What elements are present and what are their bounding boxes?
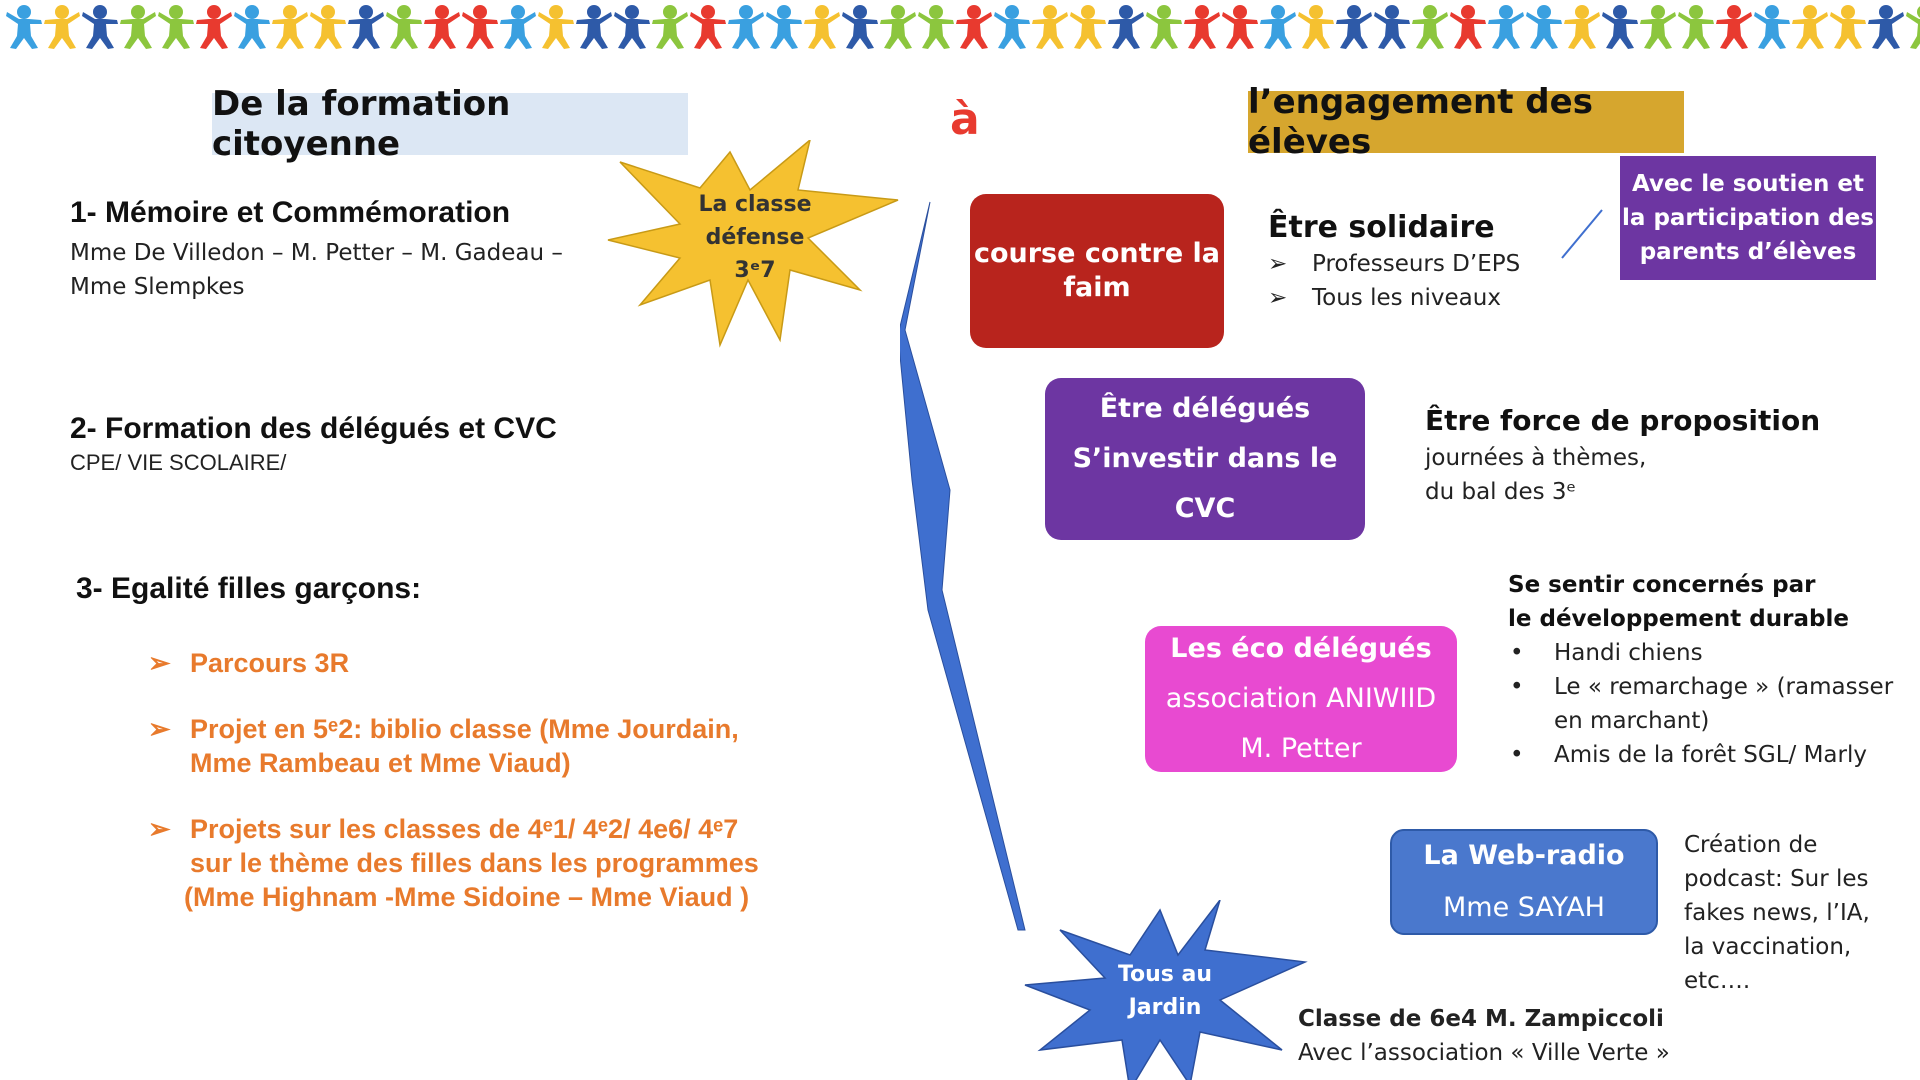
child-figure-icon bbox=[880, 5, 916, 49]
list-item-text: Amis de la forêt SGL/ Marly bbox=[1554, 742, 1867, 768]
child-figure-icon bbox=[538, 5, 574, 49]
egalite-list bbox=[148, 646, 808, 946]
box-web-radio bbox=[1390, 829, 1658, 935]
child-figure-icon bbox=[1336, 5, 1372, 49]
child-figure-icon bbox=[1222, 5, 1258, 49]
box-title: La Web-radio bbox=[1423, 840, 1625, 871]
podcast-text bbox=[1684, 828, 1904, 998]
list-item-text: Handi chiens bbox=[1554, 640, 1703, 666]
egalite-item bbox=[148, 646, 808, 680]
child-figure-icon bbox=[728, 5, 764, 49]
child-figure-icon bbox=[310, 5, 346, 49]
box-course-contre-la-faim bbox=[970, 194, 1224, 348]
child-figure-icon bbox=[234, 5, 270, 49]
child-figure-icon bbox=[500, 5, 536, 49]
child-figure-icon bbox=[1868, 5, 1904, 49]
star-tous-au-jardin bbox=[1100, 958, 1230, 1024]
header-formation-citoyenne: De la formation citoyenne bbox=[212, 93, 688, 155]
child-figure-icon bbox=[690, 5, 726, 49]
star-line: Tous au bbox=[1117, 962, 1213, 987]
egalite-item-line: Mme Rambeau et Mme Viaud) bbox=[190, 748, 571, 778]
arrow-bullet-icon: ➢ bbox=[1268, 285, 1288, 311]
box-line: parents d’élèves bbox=[1639, 239, 1857, 265]
child-figure-icon bbox=[1412, 5, 1448, 49]
child-figure-icon bbox=[842, 5, 878, 49]
section-memoire-line2: Mme Slempkes bbox=[70, 274, 245, 300]
box-line: M. Petter bbox=[1240, 733, 1362, 764]
box-line: Être délégués bbox=[1099, 393, 1311, 424]
egalite-item-line: (Mme Highnam -Mme Sidoine – Mme Viaud ) bbox=[184, 882, 750, 912]
child-figure-icon bbox=[1602, 5, 1638, 49]
list-item bbox=[1508, 670, 1908, 704]
child-figure-icon bbox=[1754, 5, 1790, 49]
child-figure-icon bbox=[1716, 5, 1752, 49]
star-line: défense bbox=[705, 225, 805, 250]
podcast-line: fakes news, l’IA, bbox=[1684, 900, 1870, 926]
egalite-item-line: Projets sur les classes de 4ᵉ1/ 4ᵉ2/ 4e6/ 4ᵉ7 bbox=[190, 814, 739, 844]
etre-solidaire bbox=[1268, 210, 1568, 315]
force-proposition-line: du bal des 3ᵉ bbox=[1425, 479, 1577, 505]
child-figure-icon bbox=[1070, 5, 1106, 49]
list-item-text: Professeurs D’EPS bbox=[1312, 251, 1521, 277]
child-figure-icon bbox=[158, 5, 194, 49]
arrow-bullet-icon: ➢ bbox=[148, 814, 171, 844]
child-figure-icon bbox=[1526, 5, 1562, 49]
child-figure-icon bbox=[576, 5, 612, 49]
box-line: course contre la bbox=[973, 238, 1221, 269]
child-figure-icon bbox=[918, 5, 954, 49]
child-figure-icon bbox=[804, 5, 840, 49]
jardin-line: Avec l’association « Ville Verte » bbox=[1298, 1040, 1670, 1066]
podcast-line: Création de bbox=[1684, 832, 1818, 858]
egalite-item-line: sur le thème des filles dans les programmes bbox=[190, 848, 759, 878]
star-classe-defense bbox=[680, 188, 830, 287]
box-line: faim bbox=[1063, 272, 1131, 303]
child-figure-icon bbox=[1906, 5, 1920, 49]
list-item bbox=[1508, 636, 1908, 670]
arrow-bullet-icon: ➢ bbox=[1268, 251, 1288, 277]
child-figure-icon bbox=[1032, 5, 1068, 49]
child-figure-icon bbox=[1260, 5, 1296, 49]
force-proposition-line: journées à thèmes, bbox=[1425, 445, 1647, 471]
box-line: Avec le soutien et bbox=[1631, 171, 1865, 197]
section-delegues-title: 2- Formation des délégués et CVC bbox=[70, 412, 557, 445]
box-line: la participation des bbox=[1622, 205, 1874, 231]
star-line: 3ᵉ7 bbox=[734, 258, 776, 283]
child-figure-icon bbox=[1450, 5, 1486, 49]
list-item bbox=[1508, 704, 1908, 738]
child-figure-icon bbox=[1488, 5, 1524, 49]
child-figure-icon bbox=[462, 5, 498, 49]
child-figure-icon bbox=[994, 5, 1030, 49]
child-figure-icon bbox=[196, 5, 232, 49]
arrow-bullet-icon: ➢ bbox=[148, 648, 171, 678]
bullet-dot-icon: • bbox=[1510, 640, 1524, 666]
developpement-durable-title: Se sentir concernés par bbox=[1508, 572, 1816, 598]
box-soutien-parents bbox=[1620, 156, 1876, 280]
developpement-durable bbox=[1508, 568, 1908, 772]
list-item-text: Le « remarchage » (ramasser bbox=[1554, 674, 1894, 700]
developpement-durable-list bbox=[1508, 636, 1908, 772]
star-line: Jardin bbox=[1128, 995, 1202, 1020]
force-proposition-title: Être force de proposition bbox=[1425, 404, 1821, 437]
child-figure-icon bbox=[1830, 5, 1866, 49]
child-figure-icon bbox=[120, 5, 156, 49]
podcast-line: etc…. bbox=[1684, 968, 1751, 994]
child-figure-icon bbox=[956, 5, 992, 49]
section-delegues-subtitle: CPE/ VIE SCOLAIRE/ bbox=[70, 450, 287, 475]
etre-solidaire-list bbox=[1268, 247, 1568, 315]
child-figure-icon bbox=[272, 5, 308, 49]
list-item bbox=[1268, 247, 1568, 281]
child-figure-icon bbox=[1678, 5, 1714, 49]
list-item-text: en marchant) bbox=[1554, 708, 1710, 734]
child-figure-icon bbox=[1640, 5, 1676, 49]
jardin-title: Classe de 6e4 M. Zampiccoli bbox=[1298, 1006, 1664, 1032]
connector-line bbox=[1560, 208, 1604, 260]
section-memoire bbox=[70, 196, 610, 304]
podcast-line: podcast: Sur les bbox=[1684, 866, 1869, 892]
list-item-text: Tous les niveaux bbox=[1312, 285, 1501, 311]
child-figure-icon bbox=[82, 5, 118, 49]
section-delegues bbox=[70, 412, 690, 476]
podcast-line: la vaccination, bbox=[1684, 934, 1852, 960]
box-etre-delegues bbox=[1045, 378, 1365, 540]
child-figure-icon bbox=[1374, 5, 1410, 49]
etre-solidaire-title: Être solidaire bbox=[1268, 210, 1495, 245]
child-figure-icon bbox=[1184, 5, 1220, 49]
egalite-item bbox=[148, 812, 808, 914]
egalite-item bbox=[148, 712, 808, 780]
section-egalite bbox=[76, 572, 716, 606]
box-line: association ANIWIID bbox=[1165, 683, 1437, 714]
list-item bbox=[1268, 281, 1568, 315]
jardin-text bbox=[1298, 1002, 1758, 1070]
egalite-item-line: Parcours 3R bbox=[190, 648, 350, 678]
section-memoire-title: 1- Mémoire et Commémoration bbox=[70, 196, 511, 229]
child-figure-icon bbox=[1564, 5, 1600, 49]
egalite-item-line: Projet en 5ᵉ2: biblio classe (Mme Jourdain, bbox=[190, 714, 739, 744]
child-figure-icon bbox=[652, 5, 688, 49]
list-item bbox=[1508, 738, 1908, 772]
section-memoire-line1: Mme De Villedon – M. Petter – M. Gadeau – bbox=[70, 240, 563, 266]
child-figure-icon bbox=[6, 5, 42, 49]
child-figure-icon bbox=[1792, 5, 1828, 49]
child-figure-icon bbox=[424, 5, 460, 49]
child-figure-icon bbox=[1108, 5, 1144, 49]
arrow-bullet-icon: ➢ bbox=[148, 714, 171, 744]
child-figure-icon bbox=[766, 5, 802, 49]
box-line: S’investir dans le CVC bbox=[1072, 443, 1338, 524]
header-engagement-eleves: l’engagement des élèves bbox=[1248, 91, 1684, 153]
bullet-dot-icon: • bbox=[1510, 674, 1524, 700]
box-line: Mme SAYAH bbox=[1443, 892, 1605, 923]
child-figure-icon bbox=[614, 5, 650, 49]
bullet-dot-icon: • bbox=[1510, 742, 1524, 768]
header-connector: à bbox=[950, 94, 980, 145]
child-figure-icon bbox=[386, 5, 422, 49]
developpement-durable-title: le développement durable bbox=[1508, 606, 1849, 632]
children-garland-border bbox=[0, 0, 1920, 60]
child-figure-icon bbox=[1146, 5, 1182, 49]
force-proposition bbox=[1425, 404, 1845, 509]
box-eco-delegues bbox=[1145, 626, 1457, 772]
child-figure-icon bbox=[44, 5, 80, 49]
section-egalite-title: 3- Egalité filles garçons: bbox=[76, 572, 422, 605]
child-figure-icon bbox=[348, 5, 384, 49]
star-line: La classe bbox=[698, 192, 812, 217]
child-figure-icon bbox=[1298, 5, 1334, 49]
box-title: Les éco délégués bbox=[1170, 633, 1432, 664]
